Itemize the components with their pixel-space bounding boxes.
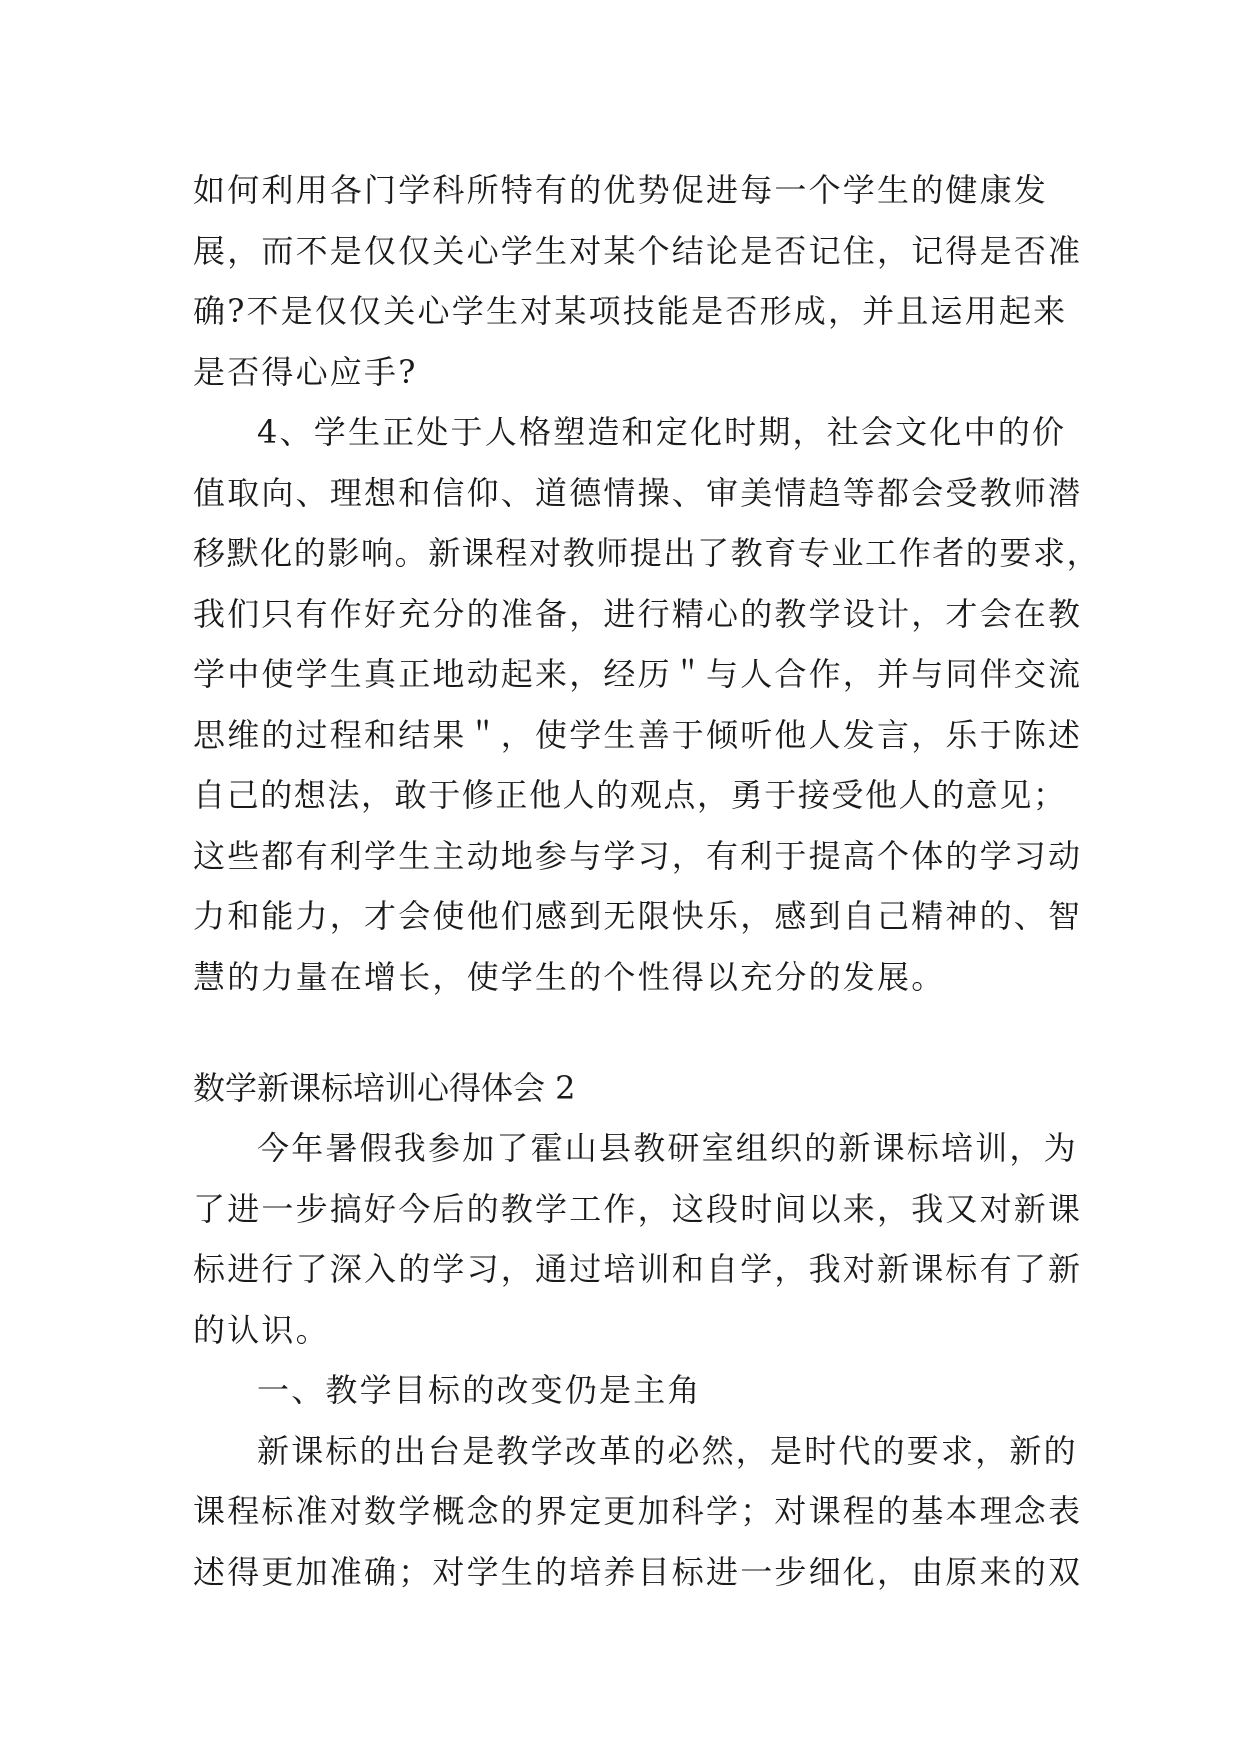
text-line: 力和能力，才会使他们感到无限快乐，感到自己精神的、智 — [193, 897, 1083, 935]
subsection-title: 一、教学目标的改变仍是主角 — [257, 1371, 702, 1409]
text-line: 我们只有作好充分的准备，进行精心的教学设计，才会在教 — [193, 594, 1083, 633]
text-line: 这些都有利学生主动地参与学习，有利于提高个体的学习动 — [193, 836, 1083, 875]
text-line: 移默化的影响。新课程对教师提出了教育专业工作者的要求， — [193, 534, 1101, 572]
text-line: 新课标的出台是教学改革的必然，是时代的要求，新的 — [257, 1431, 1078, 1470]
paragraph-continuation — [193, 160, 1083, 402]
text-line: 标进行了深入的学习，通过培训和自学，我对新课标有了新 — [193, 1250, 1083, 1288]
text-line: 是否得心应手? — [193, 352, 418, 391]
paragraph-item-4 — [193, 402, 1101, 1007]
paragraph-body — [193, 1421, 1083, 1603]
text-line: 课程标准对数学概念的界定更加科学；对课程的基本理念表 — [193, 1492, 1083, 1530]
text-line: 慧的力量在增长，使学生的个性得以充分的发展。 — [193, 957, 946, 996]
text-line: 值取向、理想和信仰、道德情操、审美情趋等都会受教师潜 — [193, 473, 1083, 512]
text-line: 展，而不是仅仅关心学生对某个结论是否记住，记得是否准 — [193, 231, 1083, 270]
text-line: 学中使学生真正地动起来，经历＂与人合作，并与同伴交流 — [193, 655, 1083, 693]
text-line: 述得更加准确；对学生的培养目标进一步细化，由原来的双 — [193, 1552, 1083, 1591]
text-line: 4、学生正处于人格塑造和定化时期，社会文化中的价 — [257, 413, 1067, 451]
text-line: 思维的过程和结果＂，使学生善于倾听他人发言，乐于陈述 — [193, 715, 1083, 754]
text-line: 如何利用各门学科所特有的优势促进每一个学生的健康发 — [193, 171, 1049, 209]
section-heading: 数学新课标培训心得体会 2 — [193, 1069, 576, 1107]
text-line: 了进一步搞好今后的教学工作，这段时间以来，我又对新课 — [193, 1189, 1083, 1228]
paragraph-intro — [193, 1118, 1083, 1360]
text-line: 的认识。 — [193, 1310, 330, 1349]
spacer — [193, 1007, 1053, 1042]
text-line: 自己的想法，敢于修正他人的观点，勇于接受他人的意见； — [193, 776, 1067, 814]
text-line: 今年暑假我参加了霍山县教研室组织的新课标培训，为 — [257, 1129, 1078, 1167]
document-body — [193, 160, 1101, 1602]
text-line: 确?不是仅仅关心学生对某项技能是否形成，并且运用起来 — [193, 292, 1068, 330]
